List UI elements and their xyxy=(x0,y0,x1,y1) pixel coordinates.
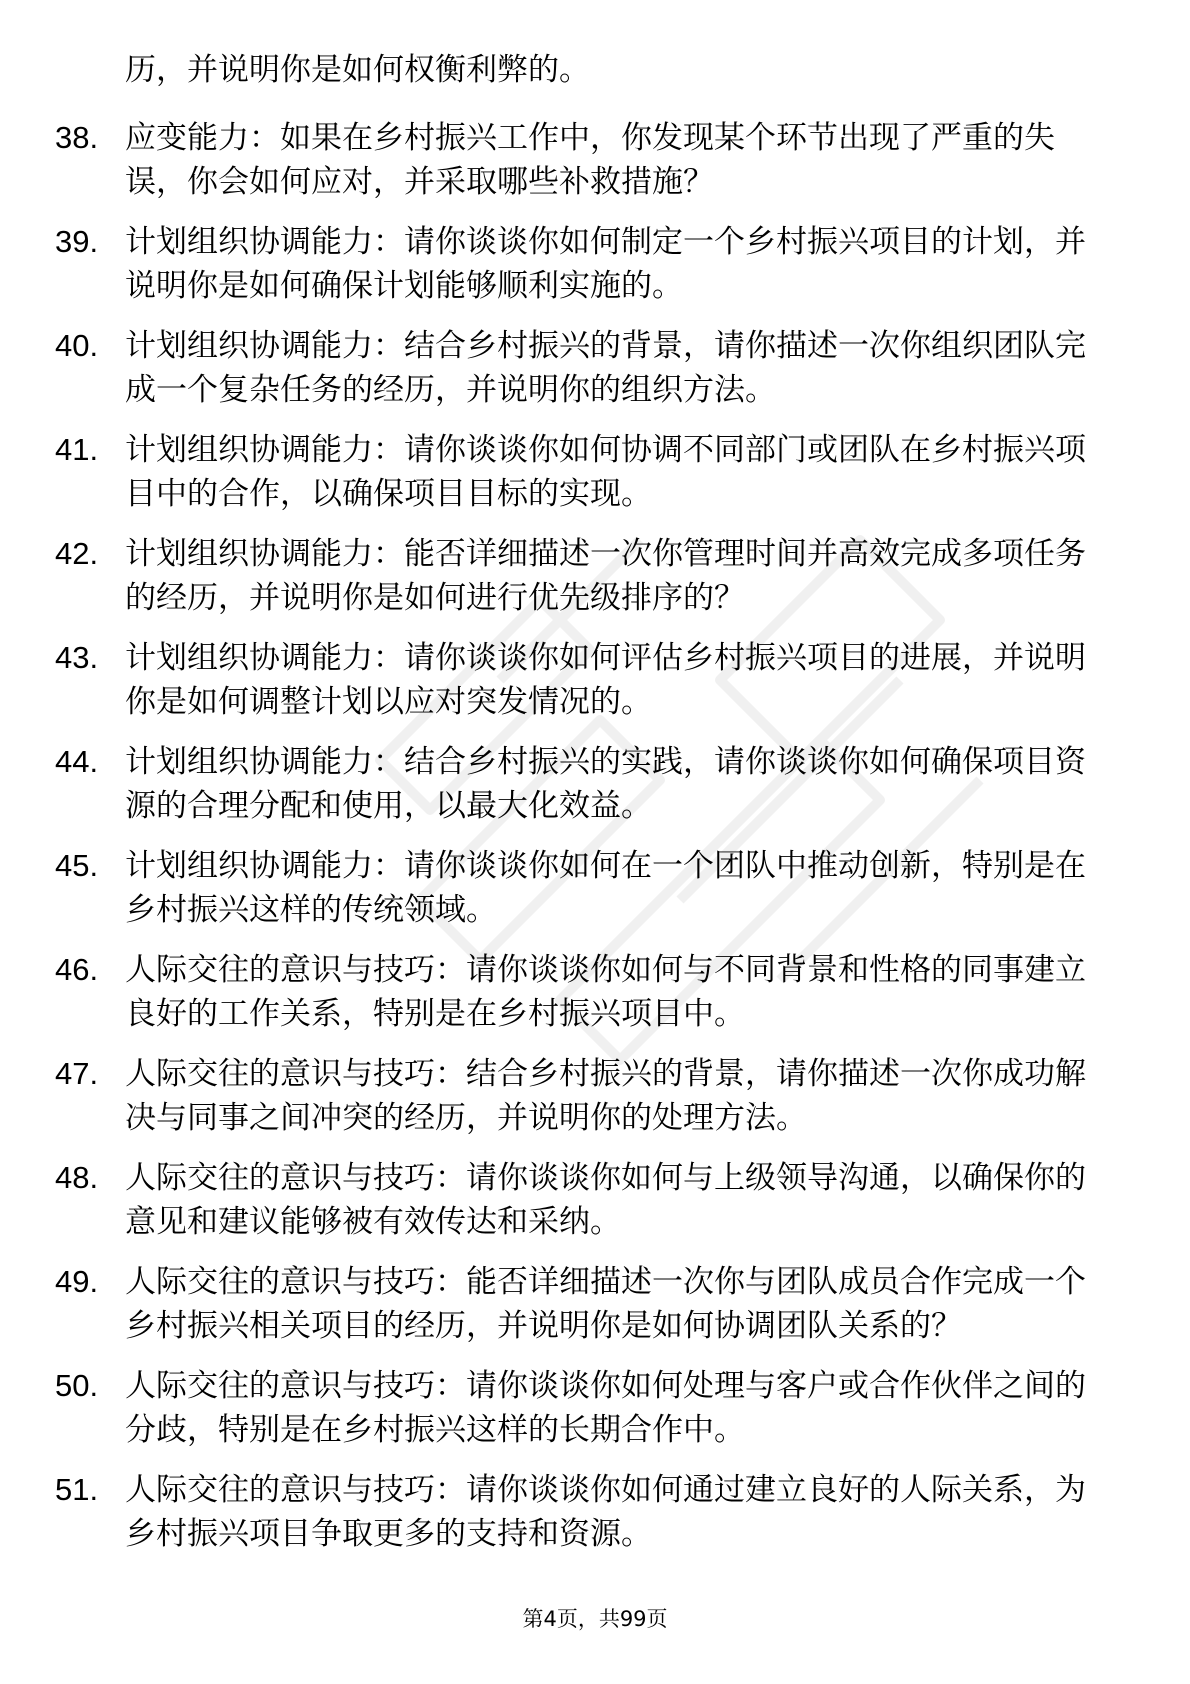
question-list xyxy=(55,116,1115,1572)
question-text: 人际交往的意识与技巧：结合乡村振兴的背景，请你描述一次你成功解决与同事之间冲突的经历，并说明你的处理方法。 xyxy=(125,1056,1086,1136)
question-text: 计划组织协调能力：能否详细描述一次你管理时间并高效完成多项任务的经历，并说明你是如何进行优先级排序的？ xyxy=(125,536,1086,616)
question-item xyxy=(55,1260,1115,1348)
page-footer: 第4页，共99页 xyxy=(522,1607,668,1631)
question-text: 人际交往的意识与技巧：请你谈谈你如何通过建立良好的人际关系，为乡村振兴项目争取更多的支持和资源。 xyxy=(125,1472,1086,1552)
question-text: 计划组织协调能力：请你谈谈你如何评估乡村振兴项目的进展，并说明你是如何调整计划以应对突发情况的。 xyxy=(125,640,1086,720)
question-text: 人际交往的意识与技巧：请你谈谈你如何处理与客户或合作伙伴之间的分歧，特别是在乡村振兴这样的长期合作中。 xyxy=(125,1368,1086,1448)
question-text: 应变能力：如果在乡村振兴工作中，你发现某个环节出现了严重的失误，你会如何应对，并采取哪些补救措施？ xyxy=(125,120,1055,200)
question-number: 40. xyxy=(55,328,99,363)
question-item xyxy=(55,428,1115,516)
question-number: 42. xyxy=(55,536,99,571)
question-number: 38. xyxy=(55,120,99,155)
question-number: 49. xyxy=(55,1264,99,1299)
question-item xyxy=(55,532,1115,620)
question-item xyxy=(55,636,1115,724)
question-text: 计划组织协调能力：结合乡村振兴的背景，请你描述一次你组织团队完成一个复杂任务的经历，并说明你的组织方法。 xyxy=(125,328,1086,408)
question-text: 计划组织协调能力：请你谈谈你如何制定一个乡村振兴项目的计划，并说明你是如何确保计划能够顺利实施的。 xyxy=(125,224,1086,304)
question-text: 计划组织协调能力：结合乡村振兴的实践，请你谈谈你如何确保项目资源的合理分配和使用，以最大化效益。 xyxy=(125,744,1086,824)
question-number: 44. xyxy=(55,744,99,779)
question-number: 47. xyxy=(55,1056,99,1091)
question-number: 50. xyxy=(55,1368,99,1403)
question-item xyxy=(55,1156,1115,1244)
question-item xyxy=(55,1468,1115,1556)
question-text: 人际交往的意识与技巧：请你谈谈你如何与上级领导沟通，以确保你的意见和建议能够被有效传达和采纳。 xyxy=(125,1160,1086,1240)
question-text: 人际交往的意识与技巧：能否详细描述一次你与团队成员合作完成一个乡村振兴相关项目的经历，并说明你是如何协调团队关系的？ xyxy=(125,1264,1086,1344)
question-text: 计划组织协调能力：请你谈谈你如何协调不同部门或团队在乡村振兴项目中的合作，以确保项目目标的实现。 xyxy=(125,432,1086,512)
question-item xyxy=(55,844,1115,932)
question-item xyxy=(55,324,1115,412)
question-number: 46. xyxy=(55,952,99,987)
question-item xyxy=(55,948,1115,1036)
question-number: 51. xyxy=(55,1472,99,1507)
question-text: 人际交往的意识与技巧：请你谈谈你如何与不同背景和性格的同事建立良好的工作关系，特别是在乡村振兴项目中。 xyxy=(125,952,1086,1032)
continuation-text: 历，并说明你是如何权衡利弊的。 xyxy=(125,52,590,88)
question-item xyxy=(55,1052,1115,1140)
question-number: 41. xyxy=(55,432,99,467)
question-text: 计划组织协调能力：请你谈谈你如何在一个团队中推动创新，特别是在乡村振兴这样的传统领域。 xyxy=(125,848,1086,928)
question-number: 45. xyxy=(55,848,99,883)
question-item xyxy=(55,740,1115,828)
question-item xyxy=(55,220,1115,308)
question-number: 48. xyxy=(55,1160,99,1195)
question-item xyxy=(55,116,1115,204)
question-item xyxy=(55,1364,1115,1452)
question-number: 43. xyxy=(55,640,99,675)
question-number: 39. xyxy=(55,224,99,259)
